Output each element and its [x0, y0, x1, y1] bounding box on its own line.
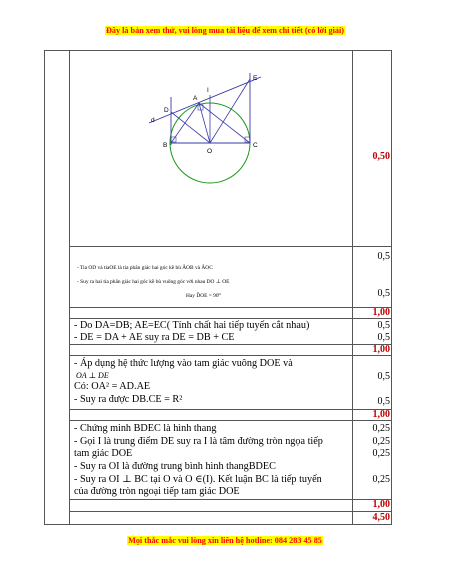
preview-notice-text: Đây là bản xem thử, vui lòng mua tài liệu để xem chi tiết (có lời giải): [105, 26, 344, 35]
segment-oa: [199, 103, 210, 143]
proof-line: của đường tròn ngoại tiếp tam giác DOE: [74, 486, 240, 497]
score: 0,5: [377, 371, 390, 382]
row-divider: [69, 318, 392, 319]
row-divider: [69, 420, 392, 421]
table-border-top: [44, 50, 392, 51]
label-o: O: [207, 148, 213, 155]
segment-oe: [210, 79, 250, 143]
proof-line: - Tia OD và tiaOE là tia phân giác hai góc kề bù ÂOB và ÂOC: [77, 265, 213, 271]
proof-line: - Suy ra OI là đường trung bình hình thangBDEC: [74, 461, 276, 472]
score: 0,5: [377, 332, 390, 343]
hotline-text: Mọi thắc mắc vui lòng xin liên hệ hotline: 084 283 45 85: [128, 536, 322, 545]
score: 0,5: [377, 288, 390, 299]
answer-table: [44, 50, 392, 525]
score-row-figure: 0,50: [372, 151, 390, 162]
score-total: 4,50: [372, 512, 390, 523]
segment-ac: [199, 103, 250, 143]
table-border-col1: [69, 50, 70, 525]
segment-od: [171, 112, 210, 143]
table-border-bottom: [44, 524, 392, 525]
proof-line: - DE = DA + AE suy ra DE = DB + CE: [74, 332, 235, 343]
label-d: D: [164, 107, 169, 114]
label-a: A: [193, 95, 198, 102]
label-e: E: [253, 75, 258, 82]
table-border-left: [44, 50, 45, 525]
label-c: C: [253, 142, 258, 149]
proof-line: - Suy ra hai tia phân giác hai góc kề bù vuông góc với nhau DO ⊥ OE: [77, 279, 230, 285]
proof-line: - Suy ra được DB.CE = R²: [74, 394, 183, 405]
label-i: I: [207, 87, 209, 94]
score: 0,25: [372, 436, 390, 447]
row-divider: [69, 307, 392, 308]
proof-line: - Gọi I là trung điểm DE suy ra I là tâm đường tròn ngọa tiếp: [74, 436, 323, 447]
score-subtotal: 1,00: [372, 344, 390, 355]
score: 0,5: [377, 320, 390, 331]
row-divider: [69, 409, 392, 410]
proof-line: - Do DA=DB; AE=EC( Tính chất hai tiếp tuyến cắt nhau): [74, 320, 310, 331]
table-border-right: [391, 50, 392, 525]
score: 0,5: [377, 251, 390, 262]
score-subtotal: 1,00: [372, 499, 390, 510]
proof-line: - Suy ra OI ⊥ BC tại O và O ∈(I). Kết luận BC là tiếp tuyến: [74, 474, 322, 485]
score: 0,5: [377, 396, 390, 407]
row-divider: [69, 499, 392, 500]
proof-line: Có: OA² = AD.AE: [74, 381, 151, 392]
row-divider: [69, 344, 392, 345]
hotline-footer: [0, 536, 450, 545]
score: 0,25: [372, 423, 390, 434]
row-divider: [69, 355, 392, 356]
score-subtotal: 1,00: [372, 409, 390, 420]
geometry-figure: [149, 67, 279, 192]
proof-line: Hay D̂OE = 90⁰: [186, 293, 221, 299]
label-d-line: d: [151, 117, 155, 124]
score: 0,25: [372, 474, 390, 485]
score: 0,25: [372, 448, 390, 459]
score-subtotal: 1,00: [372, 307, 390, 318]
proof-line: tam giác DOE: [74, 448, 133, 459]
proof-line: OA ⊥ DE: [76, 371, 109, 380]
tangent-d: [149, 77, 261, 123]
proof-line: - Áp dụng hệ thức lượng vào tam giác vuông DOE và: [74, 358, 293, 369]
preview-notice-header: [0, 26, 450, 35]
proof-line: - Chứng minh BDEC là hình thang: [74, 423, 217, 434]
label-b: B: [163, 142, 168, 149]
row-divider: [69, 246, 392, 247]
row-divider: [69, 511, 392, 512]
